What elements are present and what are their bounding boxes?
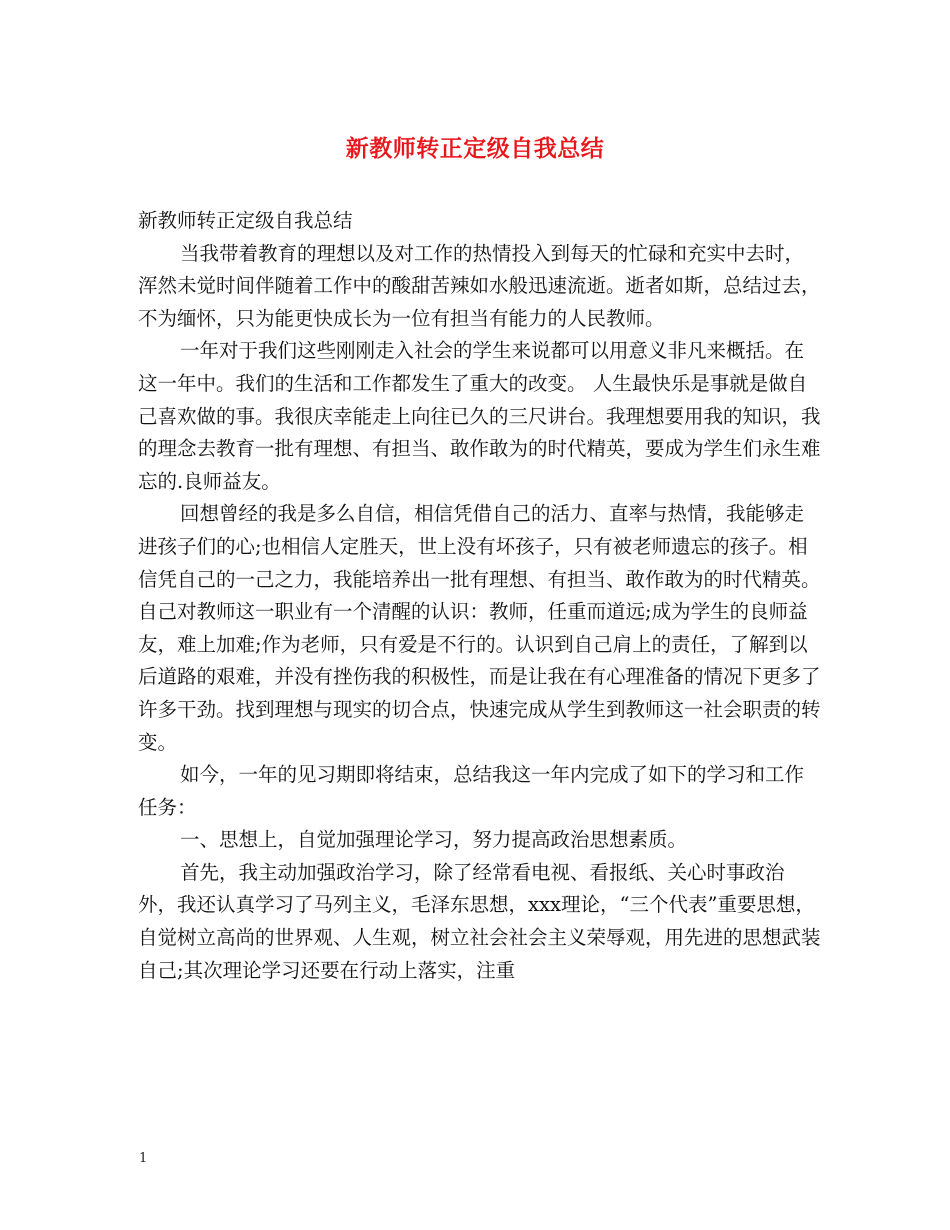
paragraph-subtitle: 新教师转正定级自我总结 [138, 209, 353, 232]
paragraph: 回想曾经的我是多么自信，相信凭借自己的活力、直率与热情，我能够走进孩子们的心;也相信人定胜天，世上没有坏孩子，只有被老师遗忘的孩子。相信凭自己的一己之力，我能培养出一批有理想、有担当、敢作敢为的时代精英。自己对教师这一职业有一个清醒的认识：教师，任重而道远;成为学生的良师益友，难上加难;作为老师，只有爱是不行的。认识到自己肩上的责任，了解到以后道路的艰难，并没有挫伤我的积极性，而是让我在有心理准备的情况下更多了许多干劲。找到理想与现实的切合点，快速完成从学生到教师这一社会职责的转变。 [138, 502, 821, 754]
paragraph: 如今，一年的见习期即将结束，总结我这一年内完成了如下的学习和工作任务： [138, 763, 805, 819]
section-heading: 一、思想上，自觉加强理论学习，努力提高政治思想素质。 [180, 828, 688, 852]
paragraph: 一年对于我们这些刚刚走入社会的学生来说都可以用意义非凡来概括。在这一年中。我们的生活和工作都发生了重大的改变。 人生最快乐是事就是做自己喜欢做的事。我很庆幸能走上向往已久的三尺讲台。我理想要用我的知识，我的理念去教育一批有理想、有担当、敢作敢为的时代精英，要成为学生们永生难忘的.良师益友。 [138, 339, 821, 493]
paragraph: 首先，我主动加强政治学习，除了经常看电视、看报纸、关心时事政治外，我还认真学习了马列主义，毛泽东思想，xxx理论，“三个代表”重要思想，自觉树立高尚的世界观、人生观，树立社会社会主义荣辱观，用先进的思想武装自己;其次理论学习还要在行动上落实，注重 [138, 860, 821, 982]
page-number: 1 [139, 1151, 148, 1166]
paragraph: 当我带着教育的理想以及对工作的热情投入到每天的忙碌和充实中去时，浑然未觉时间伴随着工作中的酸甜苦辣如水般迅速流逝。逝者如斯，总结过去，不为缅怀，只为能更快成长为一位有担当有能力的人民教师。 [138, 241, 821, 330]
document-body [138, 205, 823, 987]
document-title: 新教师转正定级自我总结 [345, 135, 605, 162]
